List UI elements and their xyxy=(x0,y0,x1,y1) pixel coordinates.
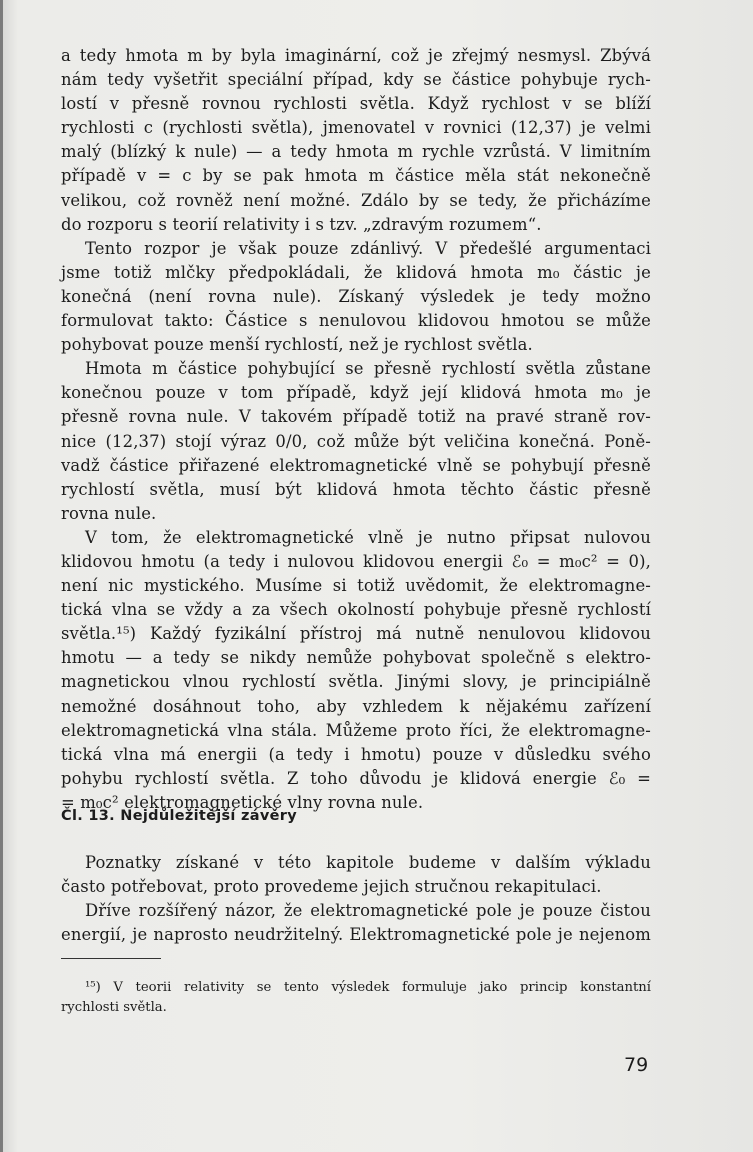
text-line: tická vlna má energii (a tedy i hmotu) pouze v důsledku svého xyxy=(61,744,651,764)
text-line: nice (12,37) stojí výraz 0/0, což může být veličina konečná. Poně- xyxy=(61,431,651,451)
paragraph-3 xyxy=(61,357,651,526)
paragraph-2 xyxy=(61,237,651,357)
text-line: a tedy hmota m by byla imaginární, což je zřejmý nesmysl. Zbývá xyxy=(61,46,651,65)
text-line: malý (blízký k nule) — a tedy hmota m rychle vzrůstá. V limitním xyxy=(61,142,651,162)
text-line: energií, je naprosto neudržitelný. Elektromagnetické pole je nejenom xyxy=(61,925,651,945)
text-line: není nic mystického. Musíme si totiž uvědomit, že elektromagne- xyxy=(61,576,651,596)
text-line: světla.¹⁵) Každý fyzikální přístroj má nutně nenulovou klidovou xyxy=(61,624,651,644)
text-line: formulovat takto: Částice s nenulovou klidovou hmotou se může xyxy=(61,311,651,331)
text-line: nám tedy vyšetřit speciální případ, kdy se částice pohybuje rych- xyxy=(61,70,651,90)
paragraph-4 xyxy=(61,526,651,815)
section-text xyxy=(61,851,651,947)
text-line: nemožné dosáhnout toho, aby vzhledem k nějakému zařízení xyxy=(61,696,651,716)
section-heading: Čl. 13. Nejdůležitější závěry xyxy=(61,808,297,824)
text-line: pohybovat pouze menší rychlostí, než je rychlost světla. xyxy=(61,335,533,355)
text-line: lostí v přesně rovnou rychlosti světla. Když rychlost v se blíží xyxy=(61,94,651,114)
text-line: klidovou hmotu (a tedy i nulovou klidovou energii ℰ₀ = m₀c² = 0), xyxy=(61,551,651,571)
page-edge-shadow xyxy=(0,0,3,1152)
footnote xyxy=(61,978,651,1018)
text-line: Dříve rozšířený názor, že elektromagnetické pole je pouze čistou xyxy=(85,901,651,921)
text-line: do rozporu s teorií relativity i s tzv. „zdravým rozumem“. xyxy=(61,214,542,234)
text-line: hmotu — a tedy se nikdy nemůže pohybovat společně s elektro- xyxy=(61,648,651,668)
section-paragraph-2 xyxy=(61,899,651,947)
text-line: vadž částice přiřazené elektromagnetické vlně se pohybují přesně xyxy=(61,455,651,475)
text-line: velikou, což rovněž není možné. Zdálo by se tedy, že přicházíme xyxy=(61,190,651,210)
footnote-line: rychlosti světla. xyxy=(61,1000,167,1015)
footnote-line: ¹⁵) V teorii relativity se tento výsledek formuluje jako princip konstantní xyxy=(85,980,651,995)
text-line: = m₀c² elektromagnetické vlny rovna nule. xyxy=(61,792,424,812)
text-line: konečnou pouze v tom případě, když její klidová hmota m₀ je xyxy=(61,383,651,403)
section-paragraph-1 xyxy=(61,851,651,899)
text-line: pohybu rychlostí světla. Z toho důvodu je klidová energie ℰ₀ = xyxy=(61,768,651,788)
text-line: rychlostí světla, musí být klidová hmota těchto částic přesně xyxy=(61,479,651,499)
paragraph-1 xyxy=(61,44,651,237)
text-line: elektromagnetická vlna stála. Můžeme proto říci, že elektromagne- xyxy=(61,720,651,740)
text-line: tická vlna se vždy a za všech okolností pohybuje přesně rychlostí xyxy=(61,600,651,620)
text-line: přesně rovna nule. V takovém případě totiž na pravé straně rov- xyxy=(61,407,651,427)
text-line: jsme totiž mlčky předpokládali, že klidová hmota m₀ částic je xyxy=(61,262,651,282)
text-line: rovna nule. xyxy=(61,503,157,523)
text-line: Hmota m částice pohybující se přesně rychlostí světla zůstane xyxy=(85,359,651,379)
main-text xyxy=(61,44,651,815)
page-number: 79 xyxy=(624,1054,649,1076)
text-line: V tom, že elektromagnetické vlně je nutno připsat nulovou xyxy=(85,527,651,547)
text-line: magnetickou vlnou rychlostí světla. Jinými slovy, je principiálně xyxy=(61,672,651,692)
text-line: často potřebovat, proto provedeme jejich stručnou rekapitulaci. xyxy=(61,877,602,897)
text-line: konečná (není rovna nule). Získaný výsledek je tedy možno xyxy=(61,286,651,306)
footnote-divider xyxy=(61,958,161,959)
text-line: případě v = c by se pak hmota m částice měla stát nekonečně xyxy=(61,166,651,186)
text-line: rychlosti c (rychlosti světla), jmenovatel v rovnici (12,37) je velmi xyxy=(61,118,651,138)
text-line: Tento rozpor je však pouze zdánlivý. V předešlé argumentaci xyxy=(85,238,651,258)
text-line: Poznatky získané v této kapitole budeme v dalším výkladu xyxy=(85,853,651,872)
